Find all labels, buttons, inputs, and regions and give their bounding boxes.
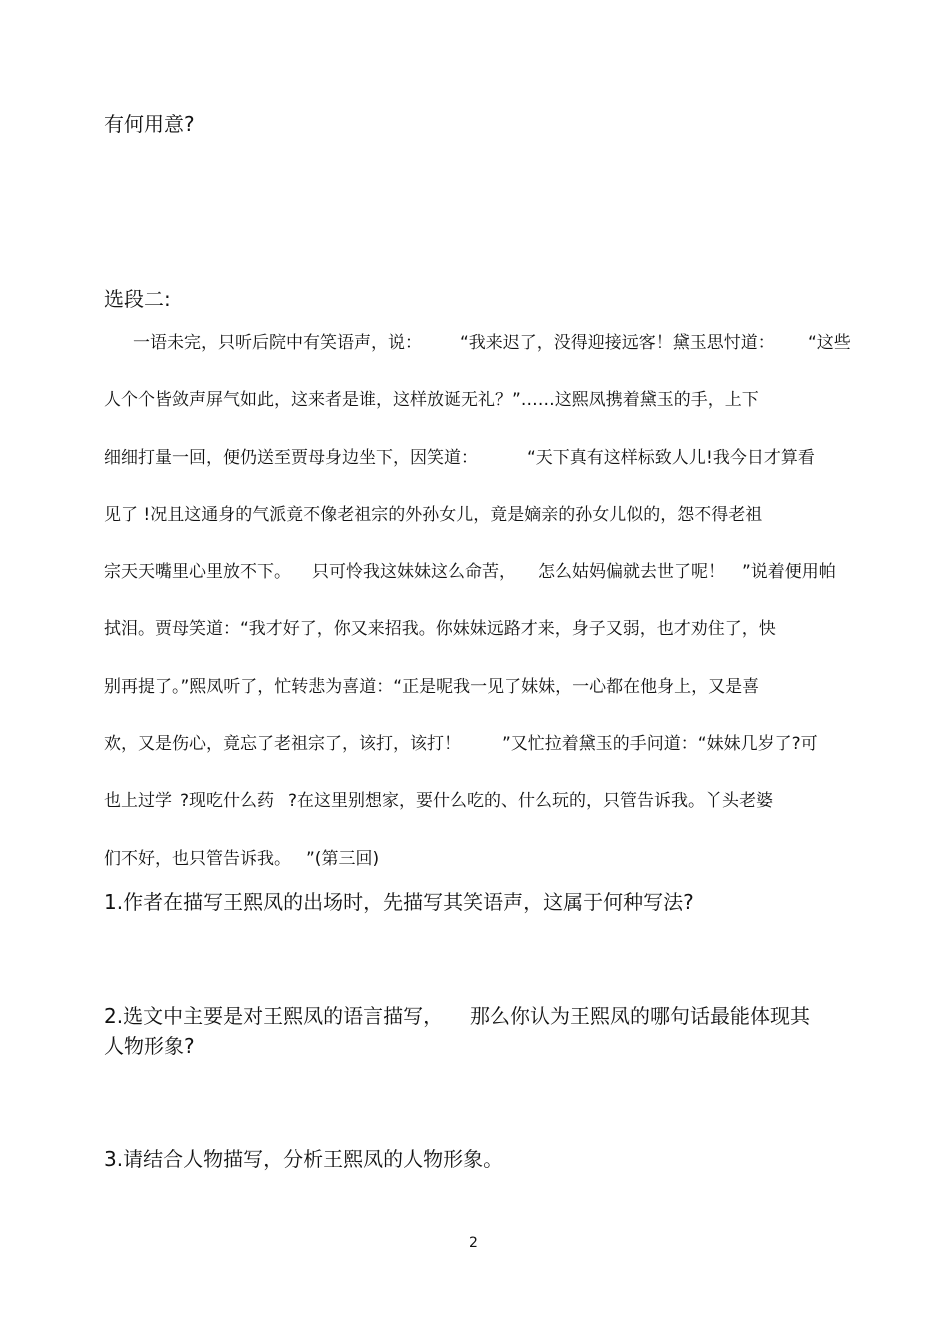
passage-line-8b: ”又忙拉着黛玉的手问道：“妹妹几岁了?可 [502, 734, 818, 754]
passage-line-2: 人个个皆敛声屏气如此，这来者是谁，这样放诞无礼？”……这熙凤携着黛玉的手，上下 [104, 390, 759, 410]
page-number: 2 [469, 1235, 478, 1251]
passage-line-8a: 欢，又是伤心，竟忘了老祖宗了，该打，该打！ [104, 734, 461, 754]
passage-line-3b: “天下真有这样标致人儿 [527, 448, 706, 468]
passage-line-1b: “我来迟了，没得迎接远客！黛玉思忖道： [460, 333, 775, 353]
passage-line-9b: ?现吃什么药 [180, 791, 275, 811]
passage-line-7: 别再提了。”熙凤听了，忙转悲为喜道：“正是呢我一见了妹妹，一心都在他身上，又是喜 [104, 677, 760, 697]
passage-line-5b: 只可怜我这妹妹这么命苦， [312, 562, 516, 582]
passage-line-5d: ”说着便用帕 [742, 562, 836, 582]
section-title: 选段二: [104, 287, 171, 311]
passage-line-10a: 们不好，也只管告诉我。 [104, 849, 291, 869]
question-2-line-2: 人物形象? [104, 1034, 195, 1058]
passage-line-1c: “这些 [808, 333, 851, 353]
passage-line-9a: 也上过学 [104, 791, 172, 811]
passage-line-3c: !我今日才算看 [706, 448, 815, 468]
passage-line-6: 拭泪。贾母笑道：“我才好了，你又来招我。你妹妹远路才来，身子又弱，也才劝住了，快 [104, 619, 776, 639]
passage-line-1a: 一语未完，只听后院中有笑语声，说： [133, 333, 422, 353]
passage-line-3a: 细细打量一回，便仍送至贾母身边坐下，因笑道： [104, 448, 478, 468]
question-1: 1.作者在描写王熙凤的出场时，先描写其笑语声，这属于何种写法? [104, 890, 694, 914]
passage-line-5c: 怎么姑妈偏就去世了呢！ [538, 562, 725, 582]
passage-line-5a: 宗天天嘴里心里放不下。 [104, 562, 291, 582]
passage-line-10b: ”(第三回) [306, 849, 380, 869]
question-2-line-1a: 2.选文中主要是对王熙凤的语言描写， [104, 1004, 444, 1028]
question-2-line-1b: 那么你认为王熙凤的哪句话最能体现其 [470, 1004, 810, 1028]
previous-question-tail: 有何用意? [104, 112, 195, 136]
passage-line-4: 见了 !况且这通身的气派竟不像老祖宗的外孙女儿，竟是嫡亲的孙女儿似的，怨不得老祖 [104, 505, 763, 525]
question-3: 3.请结合人物描写，分析王熙凤的人物形象。 [104, 1147, 504, 1171]
passage-line-9c: ?在这里别想家，要什么吃的、什么玩的，只管告诉我。丫头老婆 [288, 791, 774, 811]
